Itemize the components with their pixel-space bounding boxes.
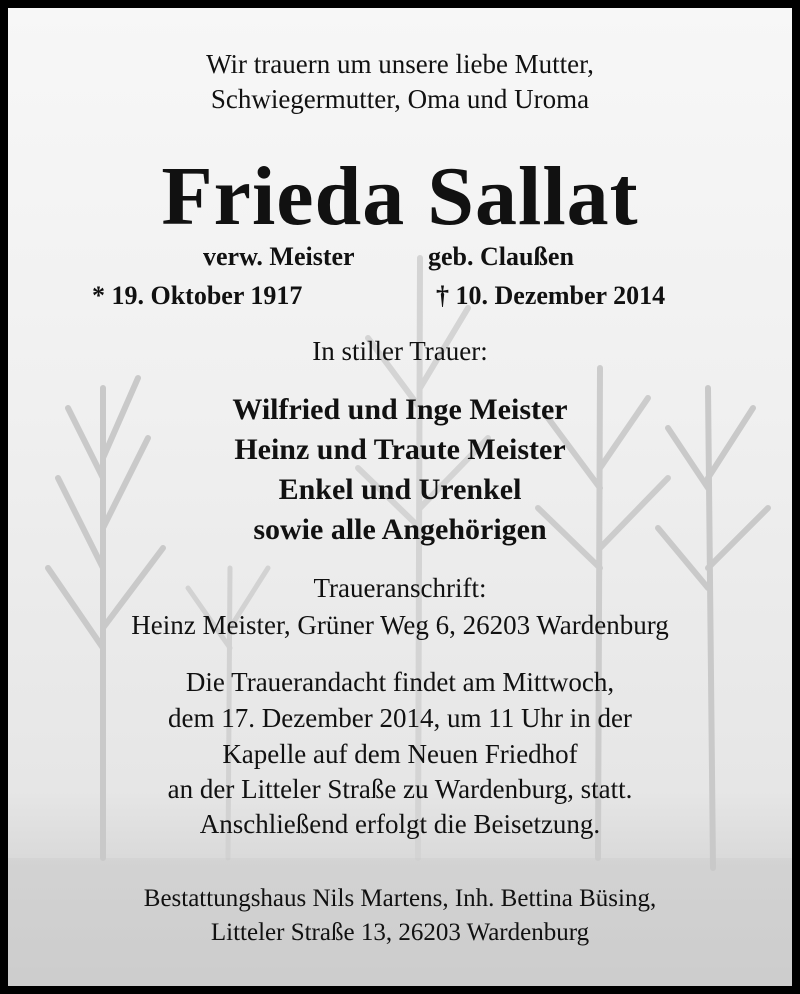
death-date: † 10. Dezember 2014 [436,281,666,310]
funeral-home-line-2: Litteler Straße 13, 26203 Wardenburg [210,919,590,946]
mourner-name: sowie alle Angehörigen [253,513,547,546]
obituary-card [8,8,792,986]
mourner-name: Heinz und Traute Meister [234,433,566,466]
address-value: Heinz Meister, Grüner Weg 6, 26203 Wardenburg [131,610,669,640]
mourner-name: Enkel und Urenkel [278,473,522,506]
widowed-name: verw. Meister [203,242,355,271]
funeral-home-line-1: Bestattungshaus Nils Martens, Inh. Bettina Büsing, [143,885,657,912]
service-line: dem 17. Dezember 2014, um 11 Uhr in der [168,703,632,733]
birth-date: * 19. Oktober 1917 [92,281,303,310]
birth-name: geb. Claußen [428,242,574,271]
header-line-2: Schwiegermutter, Oma und Uroma [210,84,590,114]
mourners-intro: In stiller Trauer: [312,336,488,366]
mourner-name: Wilfried und Inge Meister [232,393,568,426]
service-line: an der Litteler Straße zu Wardenburg, statt. [167,774,633,804]
service-line: Anschließend erfolgt die Beisetzung. [199,809,601,839]
address-label: Traueranschrift: [313,573,487,603]
service-line: Kapelle auf dem Neuen Friedhof [222,739,578,769]
header-line-1: Wir trauern um unsere liebe Mutter, [206,49,594,79]
deceased-name: Frieda Sallat [161,150,639,243]
service-line: Die Trauerandacht findet am Mittwoch, [185,667,615,697]
